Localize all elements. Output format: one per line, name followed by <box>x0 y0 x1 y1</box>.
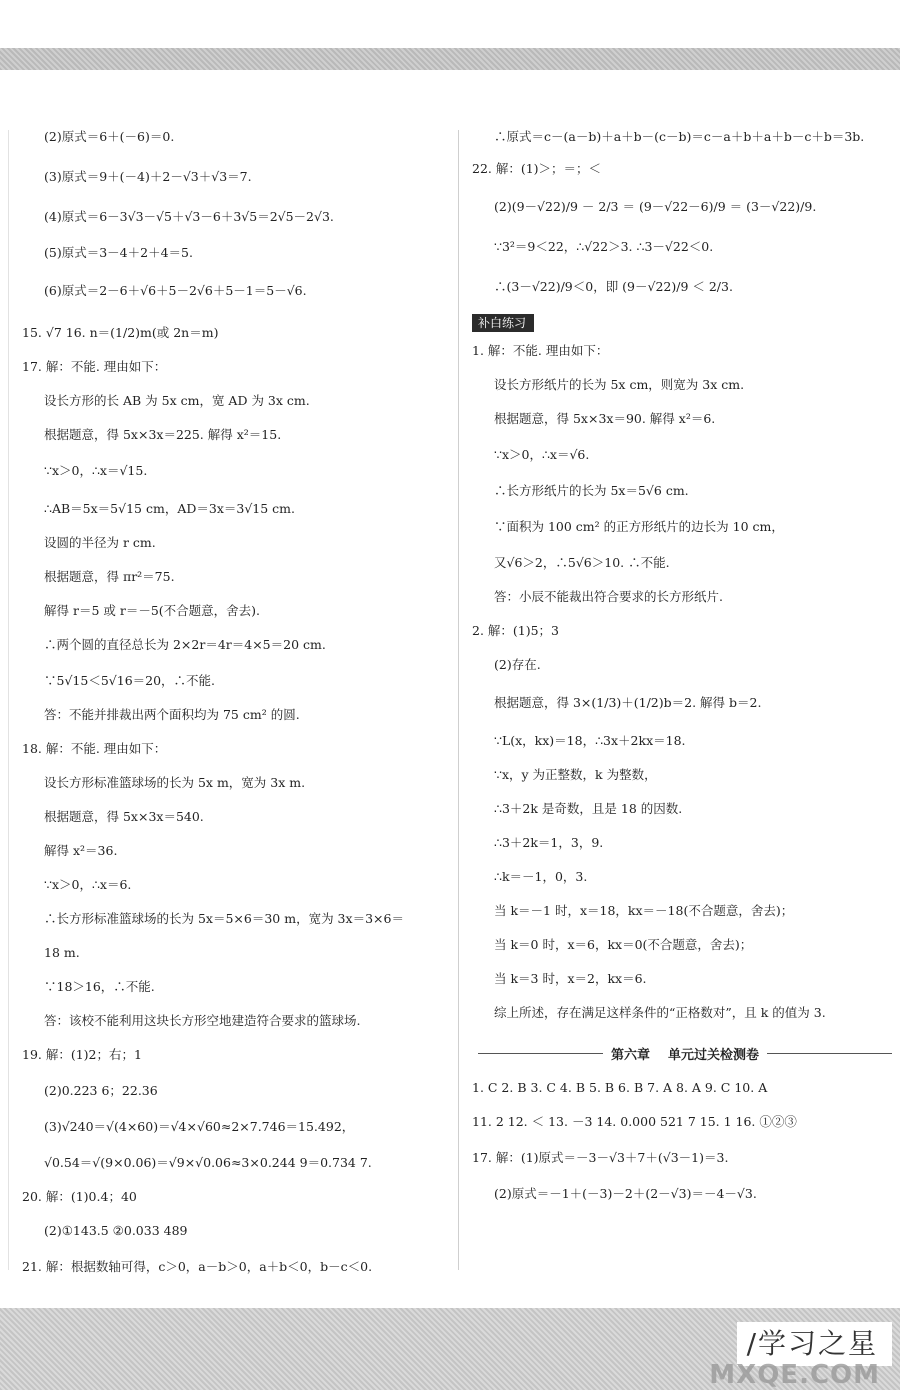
answer-line: 设圆的半径为 r cm. <box>44 535 156 550</box>
answer-line: 根据题意，得 3×(1/3)＋(1/2)b＝2. 解得 b＝2. <box>494 695 762 710</box>
answer-line: (2)原式＝－1＋(－3)－2＋(2－√3)＝－4－√3. <box>494 1186 757 1201</box>
answer-line: ∴两个圆的直径总长为 2×2r＝4r＝4×5＝20 cm. <box>44 637 326 652</box>
chapter-rule-left <box>478 1053 603 1054</box>
answer-line: 18 m. <box>44 945 80 960</box>
left-margin-rule <box>8 130 9 1270</box>
supplement-answers <box>472 342 892 1022</box>
answer-line: 当 k＝－1 时，x＝18，kx＝－18(不合题意，舍去)； <box>494 903 794 918</box>
answer-line: ∴3＋2k 是奇数，且是 18 的因数. <box>494 801 683 816</box>
answer-line: 根据题意，得 5x×3x＝540. <box>44 809 204 824</box>
answer-line: ∵x＞0，∴x＝6. <box>44 877 132 892</box>
answer-line: ∵面积为 100 cm² 的正方形纸片的边长为 10 cm， <box>494 519 784 534</box>
answer-line: ∵L(x，kx)＝18，∴3x＋2kx＝18. <box>494 733 686 748</box>
chapter-answers <box>472 1079 892 1203</box>
left-column <box>22 128 450 1276</box>
answer-line: 根据题意，得 5x×3x＝225. 解得 x²＝15. <box>44 427 282 442</box>
answer-line: ∵5√15＜5√16＝20，∴不能. <box>44 673 216 688</box>
chapter-title: 第六章 单元过关检测卷 <box>610 1048 760 1063</box>
answer-line: 解得 x²＝36. <box>44 843 118 858</box>
answer-line: (2)存在. <box>494 657 541 672</box>
answer-line: 设长方形纸片的长为 5x cm，则宽为 3x cm. <box>494 377 745 392</box>
answer-line: 11. 2 12. ＜ 13. －3 14. 0.000 521 7 15. 1 16. ①②③ <box>472 1114 797 1129</box>
answer-line: ∵x＞0，∴x＝√6. <box>494 447 590 462</box>
answer-line: 设长方形标准篮球场的长为 5x m，宽为 3x m. <box>44 775 306 790</box>
answer-line: 答：小辰不能裁出符合要求的长方形纸片. <box>494 589 723 604</box>
answer-line: ∴长方形纸片的长为 5x＝5√6 cm. <box>494 483 689 498</box>
column-divider <box>458 130 459 1270</box>
answer-line: 17. 解：(1)原式＝－3－√3＋7＋(√3－1)＝3. <box>472 1150 729 1165</box>
answer-line: (3)原式＝9＋(－4)＋2－√3＋√3＝7. <box>44 169 252 184</box>
top-decorative-band <box>0 48 900 70</box>
answer-line: 17. 解：不能. 理由如下： <box>22 359 167 374</box>
answer-line: 22. 解：(1)＞；＝；＜ <box>472 161 602 176</box>
answer-line: ∴k＝－1，0，3. <box>494 869 588 884</box>
answer-line: ∵x，y 为正整数，k 为整数， <box>494 767 657 782</box>
answer-line: (2)0.223 6；22.36 <box>44 1083 158 1098</box>
watermark-text: MXQE.COM <box>709 1360 880 1390</box>
chapter-rule-right <box>767 1053 892 1054</box>
answer-line: (5)原式＝3－4＋2＋4＝5. <box>44 245 193 260</box>
right-column <box>472 128 892 1203</box>
answer-line: 15. √7 16. n＝(1/2)m(或 2n＝m) <box>22 325 219 340</box>
answer-line: (2)①143.5 ②0.033 489 <box>44 1223 188 1238</box>
answer-line: 19. 解：(1)2；右；1 <box>22 1047 142 1062</box>
answer-line: ∴原式＝c－(a－b)＋a＋b－(c－b)＝c－a＋b＋a＋b－c＋b＝3b. <box>494 129 865 144</box>
answer-line: 解得 r＝5 或 r＝－5(不合题意，舍去). <box>44 603 261 618</box>
answer-line: 1. C 2. B 3. C 4. B 5. B 6. B 7. A 8. A 9. C 10. A <box>472 1080 768 1095</box>
answer-line: 设长方形的长 AB 为 5x cm，宽 AD 为 3x cm. <box>44 393 310 408</box>
answer-line: 根据题意，得 5x×3x＝90. 解得 x²＝6. <box>494 411 716 426</box>
answer-line: ∴长方形标准篮球场的长为 5x＝5×6＝30 m，宽为 3x＝3×6＝ <box>44 911 404 926</box>
answer-line: ∵18＞16，∴不能. <box>44 979 155 994</box>
answer-line: (2)原式＝6＋(－6)＝0. <box>44 129 175 144</box>
answer-line: (3)√240＝√(4×60)＝√4×√60≈2×7.746＝15.492， <box>44 1119 355 1134</box>
supplement-section-header <box>472 312 892 332</box>
answer-line: ∴3＋2k＝1，3，9. <box>494 835 604 850</box>
answer-line: (2)(9－√22)/9 － 2/3 ＝ (9－√22－6)/9 ＝ (3－√22)/9. <box>494 199 817 214</box>
answer-line: 21. 解：根据数轴可得，c＞0，a－b＞0，a＋b＜0，b－c＜0. <box>22 1259 373 1274</box>
answer-line: 答：不能并排裁出两个面积均为 75 cm² 的圆. <box>44 707 300 722</box>
answer-line: (6)原式＝2－6＋√6＋5－2√6＋5－1＝5－√6. <box>44 283 307 298</box>
answer-line: √0.54＝√(9×0.06)＝√9×√0.06≈3×0.244 9＝0.734 7. <box>44 1155 372 1170</box>
answer-line: ∵x＞0，∴x＝√15. <box>44 463 148 478</box>
answer-line: ∵3²＝9＜22，∴√22＞3. ∴3－√22＜0. <box>494 239 714 254</box>
answer-line: 答：该校不能利用这块长方形空地建造符合要求的篮球场. <box>44 1013 361 1028</box>
answer-line: 根据题意，得 πr²＝75. <box>44 569 175 584</box>
answer-line: ∴AB＝5x＝5√15 cm，AD＝3x＝3√15 cm. <box>44 501 295 516</box>
answer-line: 2. 解：(1)5；3 <box>472 623 560 638</box>
brand-logo-text: /学习之星 <box>737 1322 892 1366</box>
answer-line: 当 k＝0 时，x＝6，kx＝0(不合题意，舍去)； <box>494 937 753 952</box>
answer-line: 18. 解：不能. 理由如下： <box>22 741 167 756</box>
answers-21-22 <box>472 128 892 296</box>
answer-line: 1. 解：不能. 理由如下： <box>472 343 609 358</box>
chapter-heading <box>478 1044 892 1063</box>
section-tag: 补白练习 <box>472 314 534 332</box>
answer-line: ∴(3－√22)/9＜0，即 (9－√22)/9 ＜ 2/3. <box>494 279 733 294</box>
answer-line: 20. 解：(1)0.4；40 <box>22 1189 137 1204</box>
answer-line: 当 k＝3 时，x＝2，kx＝6. <box>494 971 647 986</box>
answer-line: 综上所述，存在满足这样条件的“正格数对”，且 k 的值为 3. <box>494 1005 826 1020</box>
answer-line: (4)原式＝6－3√3－√5＋√3－6＋3√5＝2√5－2√3. <box>44 209 334 224</box>
answer-line: 又√6＞2，∴5√6＞10. ∴不能. <box>494 555 670 570</box>
